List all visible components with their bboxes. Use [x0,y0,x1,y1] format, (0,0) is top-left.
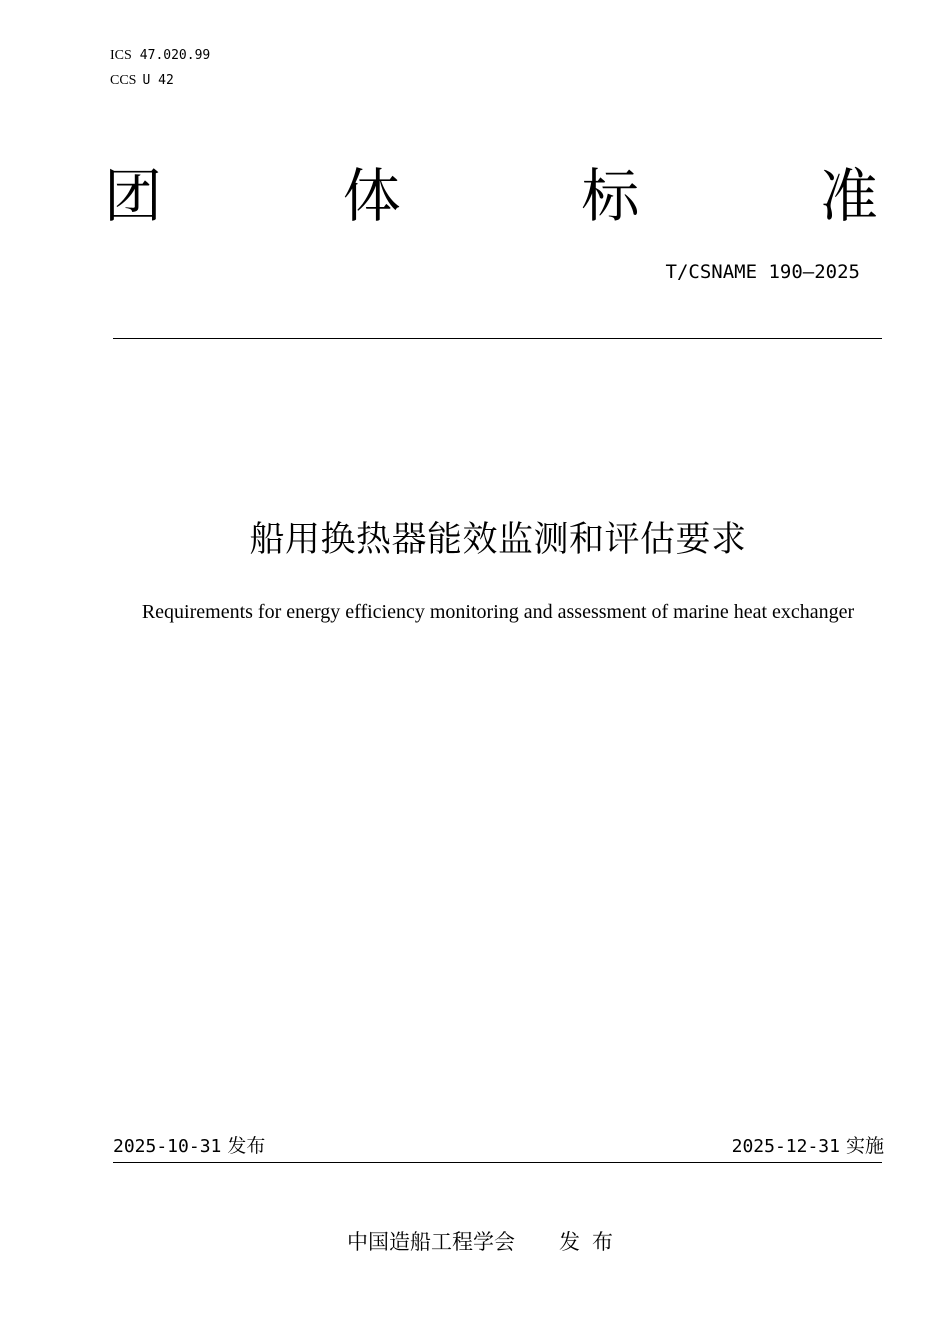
header-divider [113,338,882,339]
standard-type-char-4: 准 [819,162,878,230]
title-chinese: 船用换热器能效监测和评估要求 [249,520,747,560]
standard-type-char-3: 标 [581,162,640,230]
implementation-date: 2025-12-31 [731,1136,840,1157]
title-english: Requirements for energy efficiency monitoring and assessment of marine heat exchanger [141,601,855,623]
implementation-date-line [732,1133,884,1160]
publisher-action: 发布 [559,1230,625,1254]
standard-type-heading [104,160,878,232]
footer-divider [113,1162,882,1163]
publisher-name: 中国造船工程学会 [347,1230,515,1254]
standard-type-char-2: 体 [342,162,401,230]
ccs-label: CCS [110,73,137,88]
ics-label: ICS [110,48,132,63]
standard-number: T/CSNAME 190—2025 [665,261,860,283]
ccs-classification [110,72,174,90]
issue-label: 发布 [227,1135,266,1157]
ccs-code: U 42 [142,73,174,88]
ics-code: 47.020.99 [139,48,211,63]
standard-type-char-1: 团 [104,162,163,230]
publisher-line [347,1228,625,1256]
implementation-label: 实施 [845,1135,884,1157]
ics-classification [110,47,210,65]
issue-date-line [113,1133,265,1160]
issue-date: 2025-10-31 [113,1136,222,1157]
